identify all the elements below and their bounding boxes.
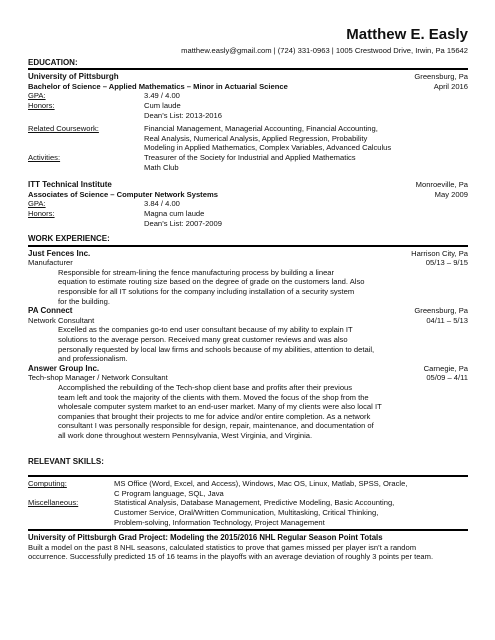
activities-label: Activities: — [28, 152, 61, 162]
honor-item: Magna cum laude — [144, 208, 205, 218]
honor-item: Dean’s List: 2013-2016 — [144, 110, 222, 120]
school-itt — [28, 180, 468, 228]
job-description — [58, 268, 424, 306]
skill-line: Statistical Analysis, Database Management, Predictive Modeling, Basic Accounting, — [114, 498, 395, 508]
job-description — [58, 383, 424, 441]
computing-skills — [28, 479, 468, 498]
activity-item: Math Club — [144, 162, 179, 172]
project-divider — [28, 529, 468, 531]
degree-date: April 2016 — [433, 81, 468, 91]
experience-divider — [28, 245, 468, 247]
job-dates: 05/09 – 4/11 — [426, 373, 468, 383]
description-line: team left and took the majority of the clients with them. Moved the focus of the shop from the — [58, 392, 369, 402]
contact-line: matthew.easly@gmail.com | (724) 331-0963 | 1005 Crestwood Drive, Irwin, Pa 15642 — [181, 46, 468, 55]
job-just-fences — [28, 249, 468, 307]
degree: Bachelor of Science – Applied Mathematics – Minor in Actuarial Science — [28, 81, 288, 91]
description-line: responsible for all IT solutions for the company including installation of a security system — [58, 287, 355, 297]
company-name: Answer Group Inc. — [28, 363, 100, 373]
misc-label: Miscellaneous: — [28, 498, 79, 508]
coursework-line: Financial Management, Managerial Accounting, Financial Accounting, — [144, 124, 378, 134]
company-name: PA Connect — [28, 306, 73, 316]
coursework-label: Related Coursework: — [28, 124, 99, 134]
description-line: Excelled as the companies go-to end user consultant because of my ability to explain IT — [58, 325, 353, 335]
job-answer-group — [28, 364, 468, 441]
skills-heading: RELEVANT SKILLS: — [28, 456, 104, 466]
grad-project — [28, 533, 468, 562]
coursework-line: Modeling in Applied Mathematics, Complex Variables, Advanced Calculus — [144, 143, 392, 153]
description-line: for the building. — [58, 296, 110, 306]
activity-item: Treasurer of the Society for Industrial and Applied Mathematics — [144, 152, 356, 162]
school-pitt — [28, 72, 468, 172]
description-line: equation to estimate routing size based on the degree of grade on the customers land. Also — [58, 277, 365, 287]
candidate-name: Matthew E. Easly — [346, 26, 468, 43]
description-line: solutions to the average person. Received many great customer reviews and was also — [58, 335, 348, 345]
honor-item: Cum laude — [144, 100, 181, 110]
skill-line: Customer Service, Oral/Written Communication, Multitasking, Critical Thinking, — [114, 507, 379, 517]
coursework-line: Real Analysis, Numerical Analysis, Applied Regression, Probability — [144, 133, 368, 143]
company-name: Just Fences Inc. — [28, 248, 91, 258]
education-divider — [28, 68, 468, 70]
gpa-value: 3.49 / 4.00 — [144, 91, 180, 101]
skill-line: Problem-solving, Information Technology, Project Management — [114, 517, 325, 527]
school-location: Greensburg, Pa — [414, 72, 468, 82]
degree-date: May 2009 — [434, 189, 468, 199]
honors-label: Honors: — [28, 208, 55, 218]
job-title: Tech-shop Manager / Network Consultant — [28, 373, 168, 383]
job-dates: 05/13 – 9/15 — [425, 258, 468, 268]
job-description — [58, 325, 424, 363]
school-name: ITT Technical Institute — [28, 180, 112, 190]
honors-label: Honors: — [28, 100, 55, 110]
description-line: personally requested by local law firms and schools because of my abilities, attention to detail, — [58, 344, 375, 354]
company-location: Carnegie, Pa — [423, 363, 468, 373]
project-title: University of Pittsburgh Grad Project: Modeling the 2015/2016 NHL Regular Season Point Totals — [28, 533, 383, 543]
gpa-label: GPA: — [28, 199, 46, 209]
skill-line: C Program language, SQL, Java — [114, 488, 224, 498]
description-line: and professionalism. — [58, 354, 128, 364]
job-dates: 04/11 – 5/13 — [426, 315, 468, 325]
description-line: all work done throughout western Pennsylvania, West Virginia, and Virginia. — [58, 430, 313, 440]
experience-heading: WORK EXPERIENCE: — [28, 234, 110, 244]
job-title: Network Consultant — [28, 315, 95, 325]
project-line: occurrence. Successfully predicted 15 of 16 teams in the playoffs with an average deviation of roughly 3 points per team. — [28, 552, 434, 562]
school-location: Monroeville, Pa — [415, 180, 468, 190]
resume-page — [28, 0, 468, 562]
description-line: Accomplished the rebuilding of the Tech-shop client base and profits after their previous — [58, 383, 353, 392]
description-line: wholesale computer system market to an end-user market. Many of my clients were also local IT — [58, 402, 382, 412]
misc-skills — [28, 498, 468, 527]
computing-label: Computing: — [28, 479, 67, 489]
education-heading: EDUCATION: — [28, 57, 78, 67]
description-line: consultant I was personally responsible for design, repair, maintenance, and documentation of — [58, 421, 374, 431]
project-line: Built a model on the past 8 NHL seasons, calculated statistics to prove that games missed per player isn’t a random — [28, 542, 417, 552]
description-line: companies that brought their projects to me for advice and/or entire completion. As a network — [58, 411, 371, 421]
gpa-value: 3.84 / 4.00 — [144, 199, 180, 209]
degree: Associates of Science – Computer Network Systems — [28, 189, 218, 199]
skills-divider — [28, 475, 468, 477]
honor-item: Dean’s List: 2007-2009 — [144, 218, 222, 228]
company-location: Harrison City, Pa — [411, 248, 468, 258]
skill-line: MS Office (Word, Excel, and Access), Windows, Mac OS, Linux, Matlab, SPSS, Oracle, — [114, 479, 408, 489]
company-location: Greensburg, Pa — [414, 306, 468, 316]
job-pa-connect — [28, 306, 468, 364]
gpa-label: GPA: — [28, 91, 46, 101]
job-title: Manufacturer — [28, 258, 73, 268]
school-name: University of Pittsburgh — [28, 72, 119, 82]
description-line: Responsible for stream-lining the fence manufacturing process by building a linear — [58, 267, 335, 277]
